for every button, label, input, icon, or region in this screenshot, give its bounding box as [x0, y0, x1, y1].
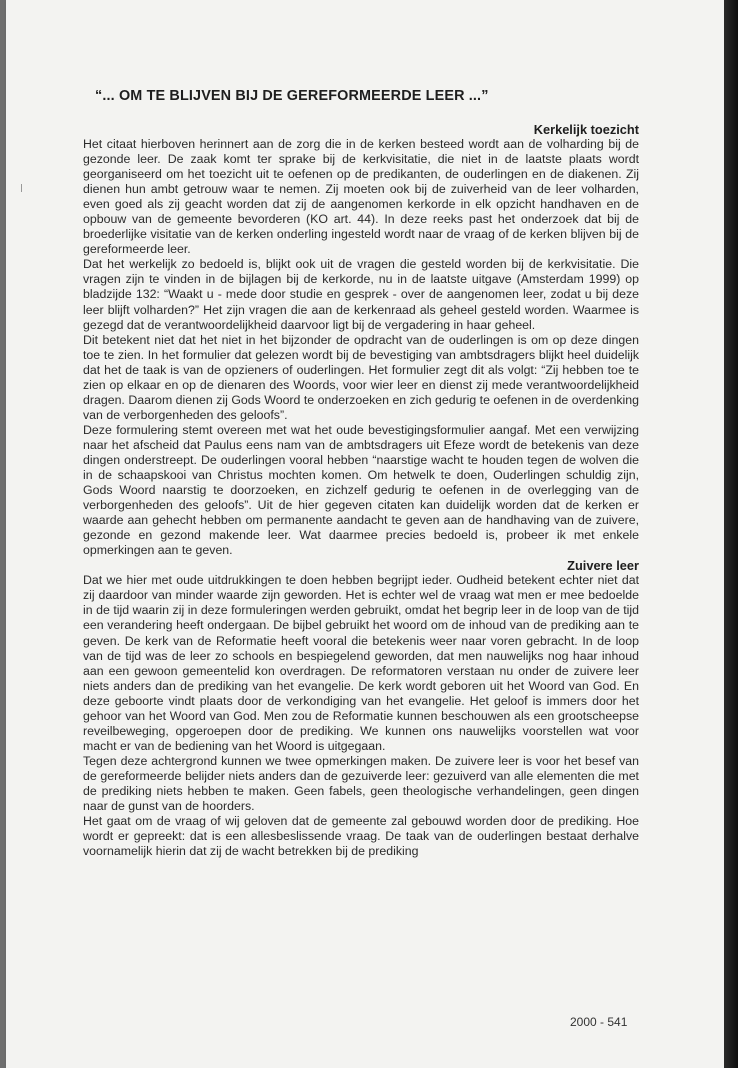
paragraph: Dat het werkelijk zo bedoeld is, blijkt ook uit de vragen die gesteld worden bij de kerkvisitatie. Die vragen zijn te vinden in de bijlagen bij de kerkorde, nu in de laatste uitgave (Amsterdam 1999) op bladzijde 132: “Waakt u - mede door studie en gesprek - over de aangenomen leer, zodat u bij deze leer blijft volharden?” Het zijn vragen die aan de kerkenraad als geheel gesteld worden. Waarmee is gezegd dat de verantwoordelijkheid daarvoor ligt bij de vergadering in haar geheel. — [83, 257, 639, 332]
page-number: 2000 - 541 — [570, 1015, 628, 1029]
paragraph: Dat we hier met oude uitdrukkingen te doen hebben begrijpt ieder. Oudheid betekent echter niet dat zij daardoor van minder waarde zijn geworden. Het is echter wel de vraag wat men er mee bedoelde in de tijd waarin zij in deze formuleringen werden gebruikt, omdat het begrip leer in de loop van de tijd een verandering heeft ondergaan. De bijbel gebruikt het woord om de inhoud van de prediking aan te geven. De kerk van de Reformatie heeft vooral die betekenis weer naar voren gebracht. In de loop van de tijd was de leer zo schools en bespiegelend geworden, dat men nauwelijks nog haar inhoud aan een gewoon gemeentelid kon overdragen. De reformatoren verstaan nu onder de zuivere leer niets anders dan de prediking van het evangelie. De kerk wordt geboren uit het Woord van God. En deze geboorte vindt plaats door de verkondiging van het evangelie. Het geloof is immers door het gehoor van het Woord van God. Men zou de Reformatie kunnen beschouwen als een grootscheepse reveilbeweging, opgeroepen door de prediking. We kunnen ons nauwelijks voorstellen wat voor macht er van de bediening van het Woord is uitgegaan. — [83, 573, 639, 753]
section-heading-zuivere-leer: Zuivere leer — [567, 558, 639, 574]
article-title: “... OM TE BLIJVEN BIJ DE GEREFORMEERDE LEER ...” — [95, 88, 489, 104]
paragraph: Het gaat om de vraag of wij geloven dat de gemeente zal gebouwd worden door de prediking. Hoe wordt er gepreekt: dat is een allesbeslissende vraag. De taak van de ouderlingen bestaat derhalve voornamelijk hierin dat zij de wacht betrekken bij de prediking — [83, 814, 639, 859]
paragraph: Tegen deze achtergrond kunnen we twee opmerkingen maken. De zuivere leer is voor het besef van de gereformeerde belijder niets anders dan de gezuiverde leer: gezuiverd van alle elementen die met de prediking niets hebben te maken. Geen fabels, geen theologische verhandelingen, geen dingen naar de gunst van de hoorders. — [83, 753, 639, 814]
paragraph: Het citaat hierboven herinnert aan de zorg die in de kerken besteed wordt aan de volharding bij de gezonde leer. De zaak komt ter sprake bij de kerkvisitatie, die niet in de laatste plaats wordt georganiseerd om het toezicht uit te oefenen op de predikanten, de ouderlingen en de diakenen. Zij dienen hun ambt getrouw waar te nemen. Zij moeten ook bij de zuiverheid van de leer volharden, even goed als zij geacht worden dat zij de aangenomen kerkorde in elk opzicht handhaven en de opbouw van de gemeente bevorderen (KO art. 44). In deze reeks past het onderzoek dat bij de broederlijke visitatie van de kerken onderling ingesteld wordt naar de vraag of de kerken blijven bij de gereformeerde leer. — [83, 137, 639, 257]
section-heading-kerkelijk-toezicht: Kerkelijk toezicht — [533, 122, 639, 137]
page-edge — [724, 0, 738, 1068]
paragraph: Deze formulering stemt overeen met wat het oude bevestigingsformulier aangaf. Met een verwijzing naar het afscheid dat Paulus eens nam van de ambtsdragers uit Efeze wordt de betekenis van deze dingen onderstreept. De ouderlingen vooral hebben “naarstige wacht te houden tegen de wolven die in de schaapskooi van Christus mochten komen. Om hetwelk te doen, Ouderlingen schuldig zijn, Gods Woord naarstig te doorzoeken, en zichzelf gedurig te oefenen in de overlegging van de verborgenheden des geloofs”. Uit de hier gegeven citaten kan duidelijk worden dat de kerken er waarde aan gehecht hebben om permanente aandacht te geven aan de handhaving van de zuivere, gezonde en gezond makende leer. Wat daarmee precies bedoeld is, probeer ik met enkele opmerkingen aan te geven. — [83, 422, 639, 558]
margin-mark — [21, 184, 22, 192]
paragraph: Dit betekent niet dat het niet in het bijzonder de opdracht van de ouderlingen is om op deze dingen toe te zien. In het formulier dat gelezen wordt bij de bevestiging van ambtsdragers blijkt heel duidelijk dat het de taak is van de opzieners of ouderlingen. Het formulier zegt dit als volgt: “Zij hebben toe te zien op elkaar en op de dienaren des Woords, voor wier leer en dienst zij mede verantwoordelijkheid dragen. Daarom dienen zij Gods Woord te onderzoeken en zich gedurig te oefenen in de overdenking van de verborgenheden des geloofs”. — [83, 332, 639, 422]
article — [83, 88, 639, 859]
